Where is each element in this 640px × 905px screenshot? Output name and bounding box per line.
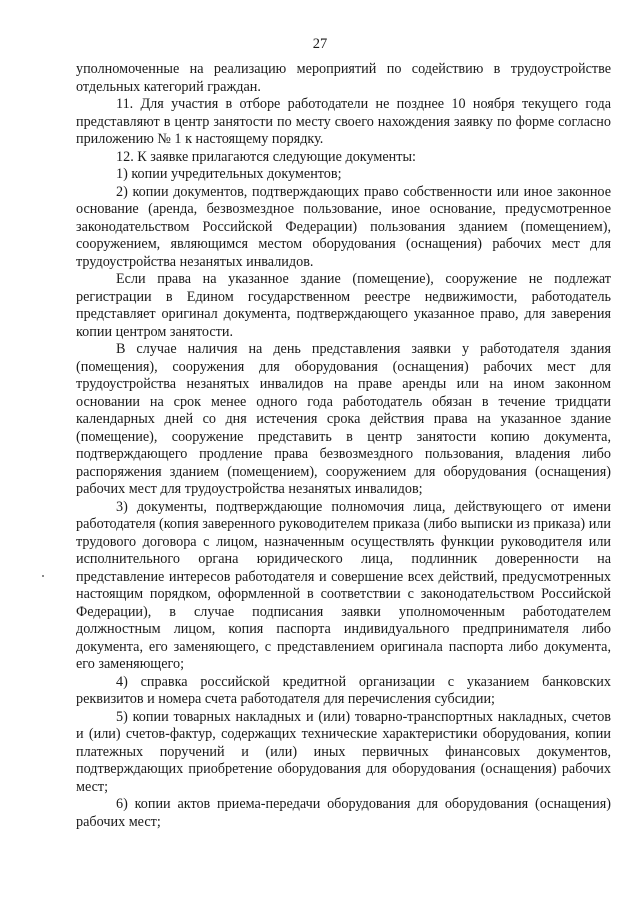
page-number: 27: [312, 36, 328, 52]
list-item-4: 4) справка российской кредитной организации с указанием банковских реквизитов и номера счета работодателя для перечисления субсидии;: [76, 673, 611, 707]
list-item-5: 5) копии товарных накладных и (или) товарно-транспортных накладных, счетов и (или) счетов-фактур, содержащих технические характеристики оборудования, копии платежных поручений и (или) иных первичных финансовых документов, подтверждающих приобретение оборудования для оборудования (оснащения) рабочих мест;: [76, 708, 611, 795]
list-item-2: 2) копии документов, подтверждающих право собственности или иное законное основание (аренда, безвозмездное пользование, иное основание, предусмотренное законодательством Российской Федерации) пользования зданием (помещением), сооружением, являющимся местом оборудования (оснащения) рабочих мест для трудоустройства незанятых инвалидов.: [76, 183, 611, 270]
list-item-6: 6) копии актов приема-передачи оборудования для оборудования (оснащения) рабочих мест;: [76, 796, 611, 830]
list-item-1: 1) копии учредительных документов;: [116, 166, 342, 182]
list-item-3: 3) документы, подтверждающие полномочия лица, действующего от имени работодателя (копия заверенного руководителем приказа (либо выписки из приказа) или трудового договора с лицом, назначенным осуществлять функции руководителя или исполнительного органа юридического лица, подлинник доверенности на представление интересов работодателя и совершение всех действий, предусмотренных настоящим порядком, оформленной в соответствии с законодательством Российской Федерации), в случае подписания заявки уполномоченным работодателем должностным лицом, копия паспорта индивидуального предпринимателя либо документа, его заменяющего, с представлением оригинала паспорта либо документа, его заменяющего;: [76, 498, 611, 672]
paragraph-continuation: уполномоченные на реализацию мероприятий по содействию в трудоустройстве отдельных категорий граждан.: [76, 61, 611, 95]
document-body: [76, 61, 611, 831]
paragraph-lease-note: В случае наличия на день представления заявки у работодателя здания (помещения), сооружения для оборудования (оснащения) рабочих мест для трудоустройства незанятых инвалидов на праве аренды или на ином законном основании на срок менее одного года работодатель обязан в течение тридцати календарных дней со дня истечения срока действия права на указанное здание (помещение), сооружение представить в центр занятости копию документа, подтверждающего продление права безвозмездного пользования, владения либо распоряжения зданием (помещением), сооружением для оборудования (оснащения) рабочих мест для трудоустройства незанятых инвалидов;: [76, 341, 611, 497]
scan-speck: [42, 575, 44, 577]
paragraph-item-12: 12. К заявке прилагаются следующие документы:: [116, 148, 416, 165]
paragraph-item-11: 11. Для участия в отборе работодатели не позднее 10 ноября текущего года представляют в центр занятости по месту своего нахождения заявку по форме согласно приложению № 1 к настоящему порядку.: [76, 96, 611, 147]
paragraph-registration-note: Если права на указанное здание (помещение), сооружение не подлежат регистрации в Едином государственном реестре недвижимости, работодатель представляет оригинал документа, подтверждающего указанное право, для заверения копии центром занятости.: [76, 271, 611, 340]
